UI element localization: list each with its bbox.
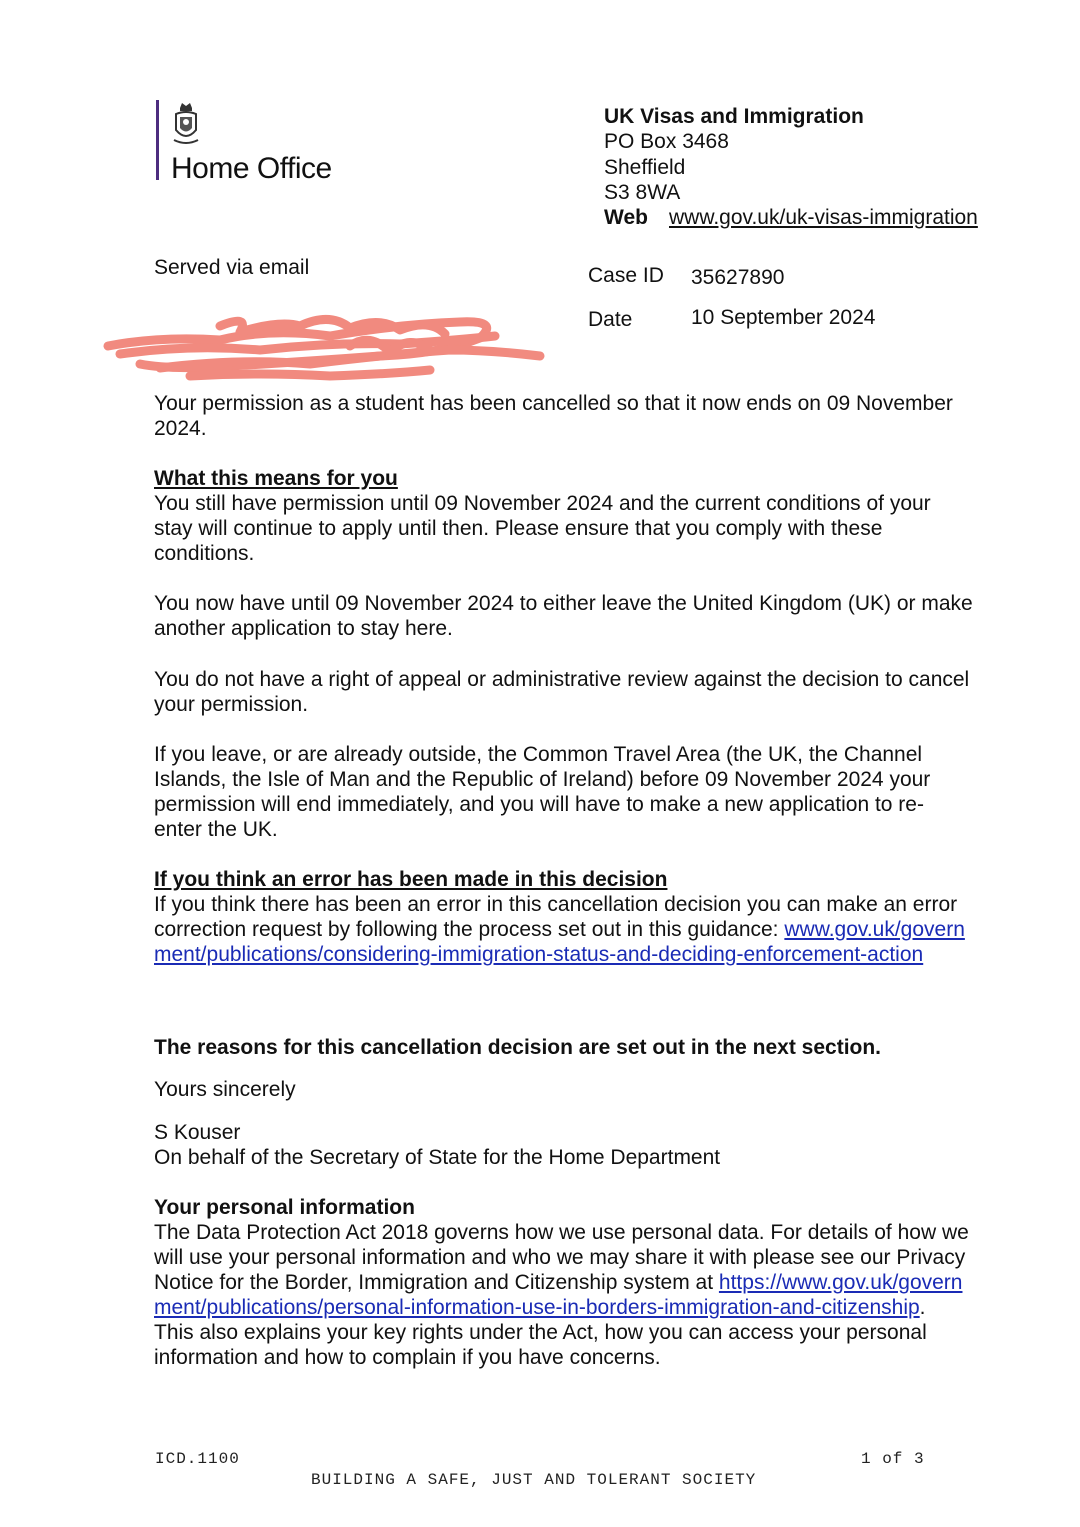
section-heading-what-this-means: What this means for you — [154, 467, 398, 490]
signatory-name: S Kouser — [154, 1121, 241, 1144]
logo-text: Home Office — [171, 152, 332, 185]
closing: Yours sincerely — [154, 1078, 296, 1101]
address-line-1: PO Box 3468 — [604, 130, 729, 153]
date-label: Date — [588, 308, 633, 331]
privacy-notice-link[interactable]: https://www.gov.uk/government/publications/personal-information-use-in-borders-immigration-and-citizenship — [154, 1271, 963, 1319]
footer-ref: ICD.1100 — [155, 1450, 240, 1468]
section2-text-body: If you think there has been an error in this cancellation decision you can make an error correction request by following the process set out in this guidance: — [154, 893, 958, 941]
case-id-label: Case ID — [588, 264, 664, 287]
date-value: 10 September 2024 — [691, 306, 876, 329]
served-via: Served via email — [154, 256, 310, 279]
section2-text — [154, 892, 974, 967]
section1-paragraph-1: You still have permission until 09 November 2024 and the current conditions of your stay will continue to apply until then. Please ensure that you comply with these conditions. — [154, 492, 931, 565]
section-heading-personal-info: Your personal information — [154, 1196, 415, 1219]
logo-bar — [156, 100, 159, 180]
sender-name: UK Visas and Immigration — [604, 105, 864, 128]
web-label: Web — [604, 206, 648, 229]
section-heading-error: If you think an error has been made in this decision — [154, 868, 668, 891]
section3-text-after: . This also explains your key rights under the Act, how you can access your personal information and how to complain if you have concerns. — [154, 1296, 927, 1369]
section1-paragraph-3: You do not have a right of appeal or administrative review against the decision to cancel your permission. — [154, 668, 970, 716]
address-line-2: Sheffield — [604, 156, 686, 179]
signatory-role: On behalf of the Secretary of State for the Home Department — [154, 1146, 721, 1169]
royal-crest-icon — [170, 100, 202, 148]
section1-paragraph-2: You now have until 09 November 2024 to either leave the United Kingdom (UK) or make another application to stay here. — [154, 592, 973, 640]
section1-paragraph-4: If you leave, or are already outside, the Common Travel Area (the UK, the Channel Islands, the Isle of Man and the Republic of Ireland) before 09 November 2024 your permission will end immediately, and you will have to make a new application to re-enter the UK. — [154, 743, 931, 841]
intro-paragraph — [154, 391, 974, 441]
section3-text-before: The Data Protection Act 2018 governs how we use personal data. For details of how we will use your personal information and who we may share it with please see our Privacy Notice for the Border, Immigration and Citizenship system at — [154, 1221, 969, 1294]
intro-text: Your permission as a student has been cancelled so that it now ends on 09 November 2024. — [154, 392, 953, 440]
section3-text — [154, 1220, 969, 1370]
reasons-statement: The reasons for this cancellation decision are set out in the next section. — [154, 1036, 882, 1059]
case-id-value: 35627890 — [691, 266, 785, 289]
web-url-link[interactable]: www.gov.uk/uk-visas-immigration — [669, 206, 978, 229]
guidance-link[interactable]: www.gov.uk/government/publications/considering-immigration-status-and-deciding-enforcement-action — [154, 918, 965, 966]
redaction-scribble — [100, 306, 545, 388]
footer-motto: BUILDING A SAFE, JUST AND TOLERANT SOCIETY — [311, 1471, 757, 1489]
footer-page-number: 1 of 3 — [861, 1450, 925, 1468]
address-line-3: S3 8WA — [604, 181, 681, 204]
